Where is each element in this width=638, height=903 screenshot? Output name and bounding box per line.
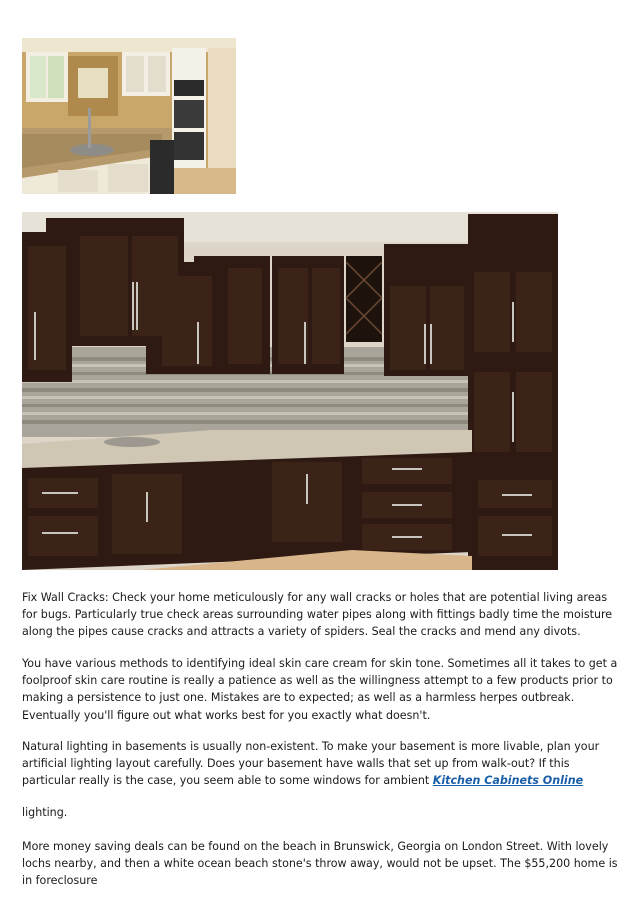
paragraph-lighting (22, 804, 618, 821)
kitchen-cabinets-online-link[interactable]: Kitchen Cabinets Online (432, 774, 584, 788)
kitchen-photo-light (22, 38, 236, 194)
kitchen-photo-dark-cabinets (22, 212, 558, 570)
paragraph-natural-lighting (22, 738, 618, 790)
paragraph-text: You have various methods to identifying ideal skin care cream for skin tone. Sometimes all it takes to get a foolproof skin care routine is really a patience as well as the willingness attempt to a few products prior to making a persistence to just one. Mistakes are to expected; as well as a harmless herpes outbreak. Eventually you'll figure out what works best for you exactly what doesn't. (22, 657, 618, 722)
paragraph-skin-care (22, 655, 618, 724)
paragraph-wall-cracks (22, 589, 618, 641)
paragraph-text: Fix Wall Cracks: Check your home meticulously for any wall cracks or holes that are potential living areas for bugs. Particularly true check areas surrounding water pipes along with fittings badly time the moisture along the pipes cause cracks and attracts a variety of spiders. Seal the cracks and mend any divots. (22, 591, 613, 639)
paragraph-text: More money saving deals can be found on the beach in Brunswick, Georgia on London Street. With lovely lochs nearby, and then a white ocean beach stone's throw away, would not be upset. The $55,200 home is in foreclosure (22, 840, 618, 888)
paragraph-text (22, 738, 618, 790)
paragraph-text: lighting. (22, 806, 68, 819)
paragraph-text-span: Natural lighting in basements is usually non-existent. To make your basement is more livable, plan your artificial lighting layout carefully. Does your basement have walls that set up from walk-out? If this particular really is the case, you seem able to some windows for ambient (22, 740, 600, 788)
paragraph-brunswick (22, 838, 618, 890)
